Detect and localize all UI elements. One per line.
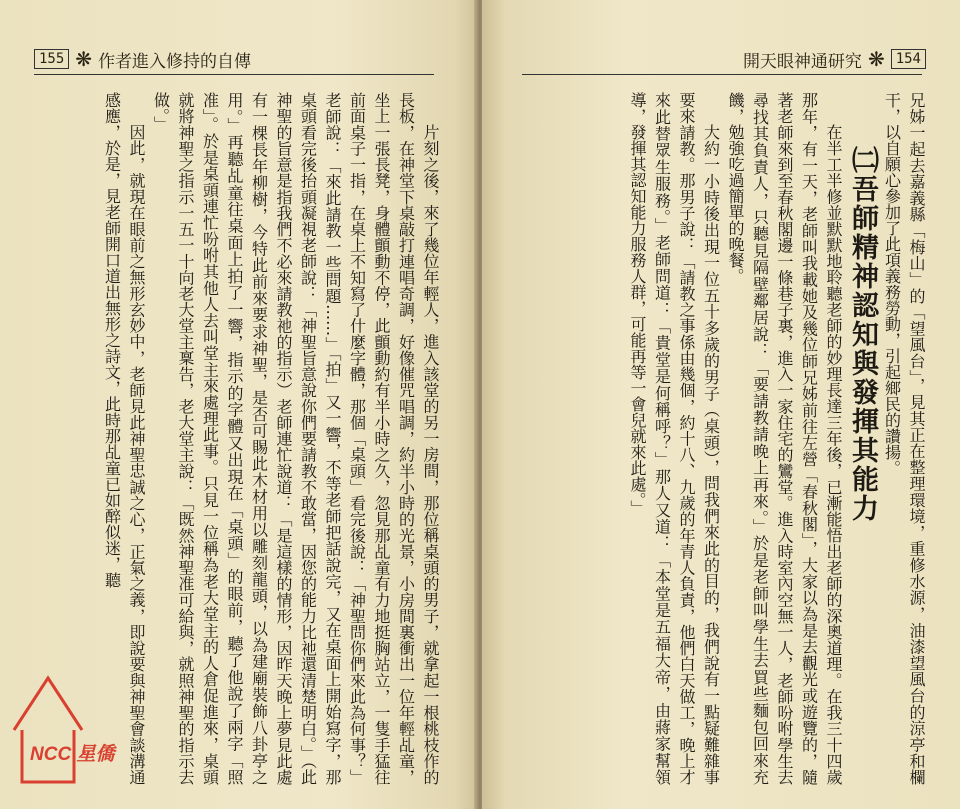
left-running-title: 作者進入修持的自傳 [98,51,252,72]
section-heading: ㈡吾師精神認知與發揮其能力 [847,146,878,523]
header-rule [34,74,434,75]
paragraph: 片刻之後，來了幾位年輕人，進入該堂的另一房間，那位稱桌頭的男子，就拿起一根桃枝作的長板，在神堂下桌敲打連唱奇調，好像催咒唱調，約半小時的光景，小房間裏衝出一位年輕乩童，坐上一張長凳，身體顫動不停，此顫動約有半小時之久，忽見那乩童有力地挺胸站立，一隻手猛往前面桌子一指，在桌上不知寫了什麼字體，那個「桌頭」看完後說：「神聖問你們來此為何事？」老師說：「來此請教一些問題……」「拍」又一響，不等老師把話說完，又在桌面上開始寫字，那桌頭看完後抬頭凝視老師說：「神聖旨意說你們要請教不敢當，因您的能力比祂還清楚明白。」（此神聖的旨意是指我們不必來請教祂的指示）老師連忙說道：「是這樣的情形，因昨天晚上夢見此處有一棵長年柳樹，今特此前來要求神聖，是否可賜此木材用以雕刻龍頭，以為建廟裝飾八卦亭之用。」再聽乩童往桌面上拍了一響，指示的字體又出現在「桌頭」的眼前，聽了他說了兩字「照准」。於是桌頭連忙吩咐其他人去叫堂主來處理此事。只見一位稱為老大堂主的人倉促進來，桌頭就將神聖之指示一五一十向老大堂主稟告，老大堂主說：「既然神聖准可給與，就照神聖的指示去做。」 [151,92,440,785]
paragraph: 大約一小時後出現一位五十多歲的男子（桌頭），問我們來此的目的，我們說有一點疑難雜事要來請教。那男子說：「請教之事係由幾個，約十八、九歲的年青人負責，他們白天做工，晚上才來此替眾生服務。」老師問道：「貴堂是何稱呼？」那人又道：「本堂是五福大帝，由蔣家幫領導，發揮其認知能力服務人群，可能再等一會兒就來此處。」 [628,92,721,785]
header-rule [522,74,922,75]
right-page-header [496,46,926,72]
asterism-icon: ❋ [75,47,93,71]
paragraph: 兄姊一起去嘉義縣「梅山」的「望風台」，見其正在整理環境，重修水源，油漆望風台的涼亭和欄干，以自願心參加了此項義務勞動，引起鄉民的讚揚。 [882,92,926,785]
house-outline-icon [14,678,82,782]
paragraph: 在半工半修並默默地聆聽老師的妙理長達三年後，已漸能悟出老師的深奧道理。在我三十四歲那年，有一天，老師叫我載她及幾位師兄姊前往左營「春秋閣」，大家以為是去觀光或遊覽的，隨著老師來到至春秋閣邊一條巷子裏，進入一家住宅的鸞堂。進入時室內空無一人，老師吩咐學生去尋找其負責人，只聽見隔壁鄰居說：「要請教請晚上再來。」於是老師叫學生去買些麵包回來充饑，勉強吃過簡單的晚餐。 [726,92,843,785]
watermark-text: NCC 星僑 [30,744,115,765]
ncc-watermark-stamp [8,670,136,788]
right-page-body [488,92,928,785]
paragraph: 因此，就現在眼前之無形玄妙中，老師見此神聖忠誠之心，正氣之義，即說要與神聖會談溝通感應，於是，見老師開口道出無形之詩文，此時那乩童已如醉似迷，聽 [102,92,146,785]
right-running-title: 開天眼神通研究 [742,51,862,72]
right-page-number: 154 [891,49,926,69]
left-page [0,0,478,809]
asterism-icon: ❋ [867,47,885,71]
left-page-header [34,46,474,72]
left-page-number: 155 [34,49,69,69]
right-page [482,0,960,809]
